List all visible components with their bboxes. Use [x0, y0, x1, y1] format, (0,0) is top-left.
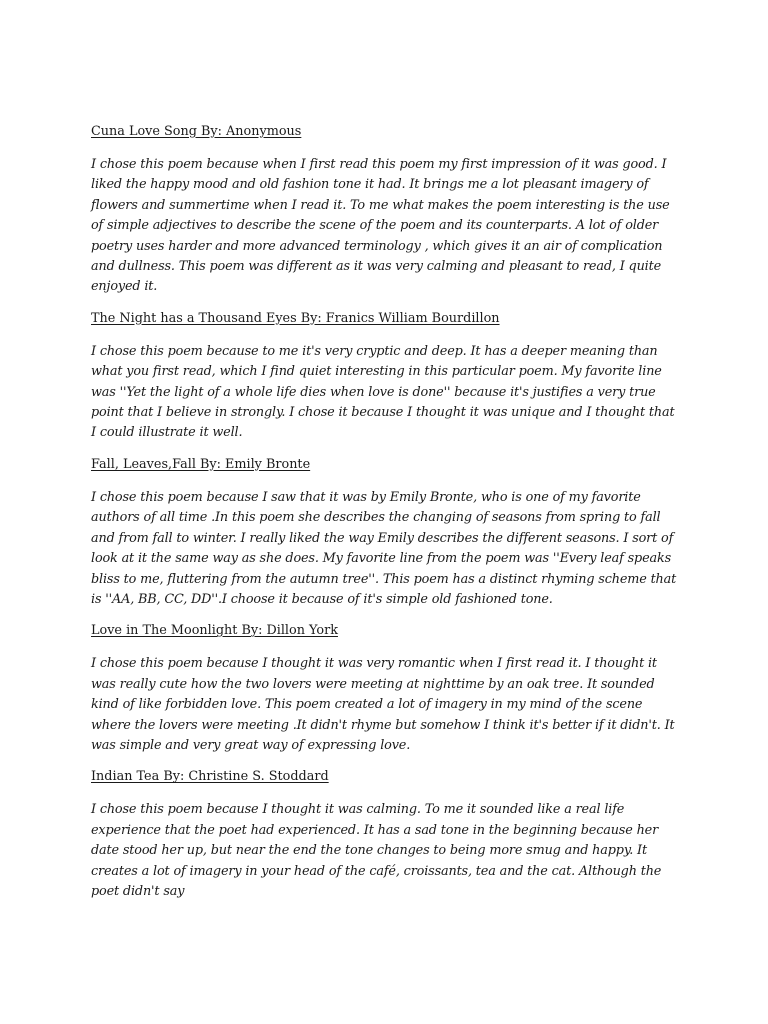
section-heading: Cuna Love Song By: Anonymous	[91, 124, 302, 139]
document-page	[91, 122, 681, 913]
poem-section-love-in-moonlight	[91, 621, 681, 756]
section-body: I chose this poem because to me it's very cryptic and deep. It has a deeper meaning than what you first read, which I find quiet interesting in this particular poem. My favorite line was ''Yet the light of a whole life dies when love is done'' because it's justifies a very true point that I believe in strongly. I chose it because I thought it was unique and I thought that I could illustrate it well.	[91, 343, 675, 441]
section-body: I chose this poem because I saw that it was by Emily Bronte, who is one of my favorite authors of all time .In this poem she describes the changing of seasons from spring to fall and from fall to winter. I really liked the way Emily describes the different seasons. I sort of look at it the same way as she does. My favorite line from the poem was ''Every leaf speaks bliss to me, fluttering from the autumn tree''. This poem has a distinct rhyming scheme that is ''AA, BB, CC, DD''.I choose it because of it's simple old fashioned tone.	[91, 489, 677, 607]
section-heading: The Night has a Thousand Eyes By: Franics William Bourdillon	[91, 310, 500, 326]
poem-section-cuna-love-song	[91, 122, 681, 298]
poem-section-fall-leaves-fall	[91, 455, 681, 610]
section-heading: Fall, Leaves,Fall By: Emily Bronte	[91, 456, 311, 472]
section-body: I chose this poem because I thought it was calming. To me it sounded like a real life experience that the poet had experienced. It has a sad tone in the beginning because her date stood her up, but near the end the tone changes to being more smug and happy. It creates a lot of imagery in your head of the café, croissants, tea and the cat. Although the poet didn't say	[91, 802, 662, 899]
poem-section-indian-tea	[91, 767, 681, 902]
poem-section-night-thousand-eyes	[91, 309, 681, 444]
section-body: I chose this poem because when I first read this poem my first impression of it was good. I liked the happy mood and old fashion tone it had. It brings me a lot pleasant imagery of flowers and summertime when I read it. To me what makes the poem interesting is the use of simple adjectives to describe the scene of the poem and its counterparts. A lot of older poetry uses harder and more advanced terminology , which gives it an air of complication and dullness. This poem was different as it was very calming and pleasant to read, I quite enjoyed it.	[91, 157, 670, 295]
section-body: I chose this poem because I thought it was very romantic when I first read it. I thought it was really cute how the two lovers were meeting at nighttime by an oak tree. It sounded kind of like forbidden love. This poem created a lot of imagery in my mind of the scene where the lovers were meeting .It didn't rhyme but somehow I think it's better if it didn't. It was simple and very great way of expressing love.	[91, 656, 675, 753]
section-heading: Indian Tea By: Christine S. Stoddard	[91, 769, 329, 785]
section-heading: Love in The Moonlight By: Dillon York	[91, 623, 338, 639]
